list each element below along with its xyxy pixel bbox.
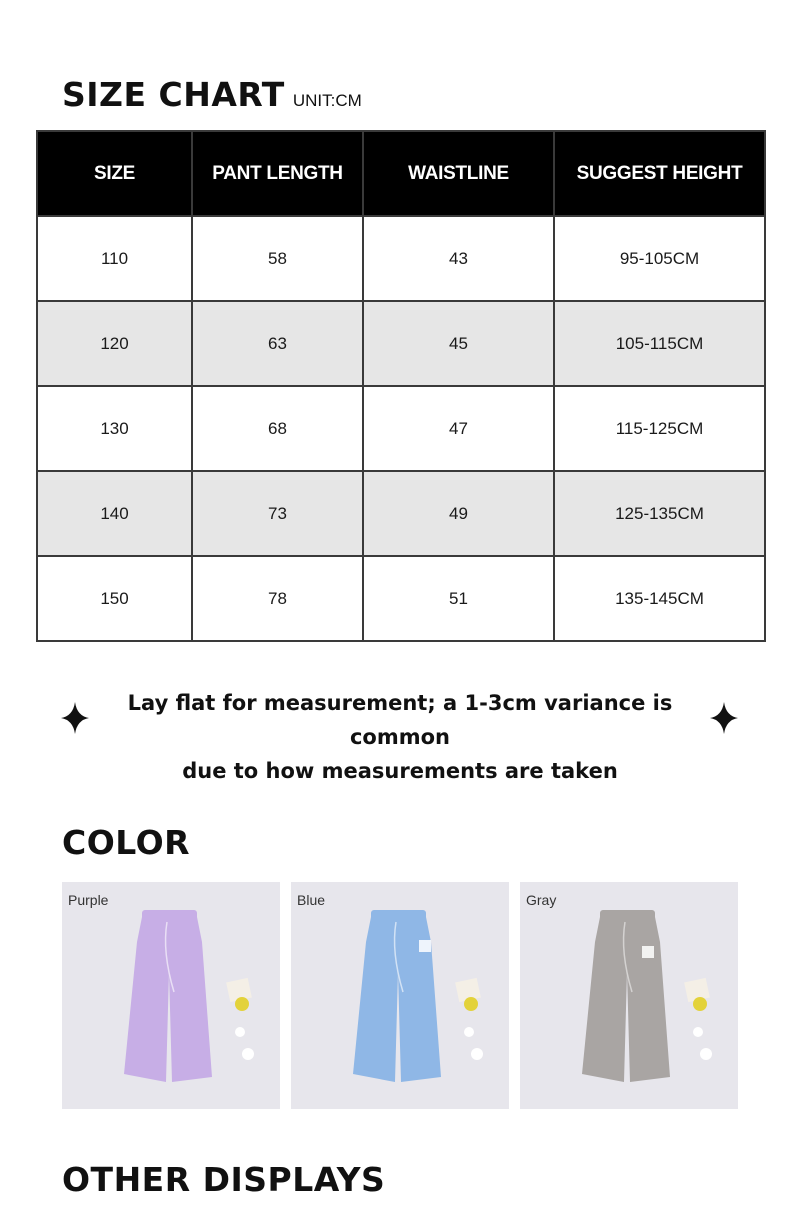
cell-waistline: 45	[363, 301, 554, 386]
color-swatch-blue[interactable]	[291, 882, 509, 1109]
cell-suggest-height: 95-105CM	[554, 216, 765, 301]
cell-suggest-height: 125-135CM	[554, 471, 765, 556]
header-pant-length: PANT LENGTH	[192, 131, 363, 216]
cell-waistline: 47	[363, 386, 554, 471]
cell-size: 140	[37, 471, 192, 556]
size-table	[36, 130, 766, 642]
note-line-1: Lay flat for measurement; a 1-3cm variance is common	[127, 691, 673, 749]
table-row	[37, 386, 765, 471]
cell-size: 110	[37, 216, 192, 301]
pants-image	[62, 882, 280, 1109]
header-waistline: WAISTLINE	[363, 131, 554, 216]
cell-size: 120	[37, 301, 192, 386]
sparkle-icon	[710, 702, 738, 734]
cell-suggest-height: 135-145CM	[554, 556, 765, 641]
pants-image	[291, 882, 509, 1109]
cell-waistline: 51	[363, 556, 554, 641]
other-displays-title: OTHER DISPLAYS	[62, 1160, 386, 1199]
header-suggest-height: SUGGEST HEIGHT	[554, 131, 765, 216]
sparkle-icon	[61, 702, 89, 734]
color-swatch-purple[interactable]	[62, 882, 280, 1109]
cell-suggest-height: 105-115CM	[554, 301, 765, 386]
size-chart-unit: UNIT:CM	[292, 91, 362, 110]
size-table-header-row	[37, 131, 765, 216]
color-swatch-gray[interactable]	[520, 882, 738, 1109]
measurement-note	[100, 686, 700, 788]
cell-suggest-height: 115-125CM	[554, 386, 765, 471]
cell-waistline: 43	[363, 216, 554, 301]
color-section-title: COLOR	[62, 823, 191, 862]
header-size: SIZE	[37, 131, 192, 216]
table-row	[37, 301, 765, 386]
note-line-2: due to how measurements are taken	[182, 759, 618, 783]
cell-size: 150	[37, 556, 192, 641]
table-row	[37, 216, 765, 301]
swatch-label: Purple	[68, 892, 109, 908]
cell-pant-length: 63	[192, 301, 363, 386]
swatch-label: Blue	[297, 892, 326, 908]
swatch-label: Gray	[526, 892, 557, 908]
size-chart-title	[62, 75, 362, 114]
cell-pant-length: 73	[192, 471, 363, 556]
cell-pant-length: 68	[192, 386, 363, 471]
table-row	[37, 556, 765, 641]
cell-pant-length: 58	[192, 216, 363, 301]
pants-image	[520, 882, 738, 1109]
size-chart-title-text: SIZE CHART	[62, 75, 285, 114]
cell-size: 130	[37, 386, 192, 471]
table-row	[37, 471, 765, 556]
cell-pant-length: 78	[192, 556, 363, 641]
cell-waistline: 49	[363, 471, 554, 556]
